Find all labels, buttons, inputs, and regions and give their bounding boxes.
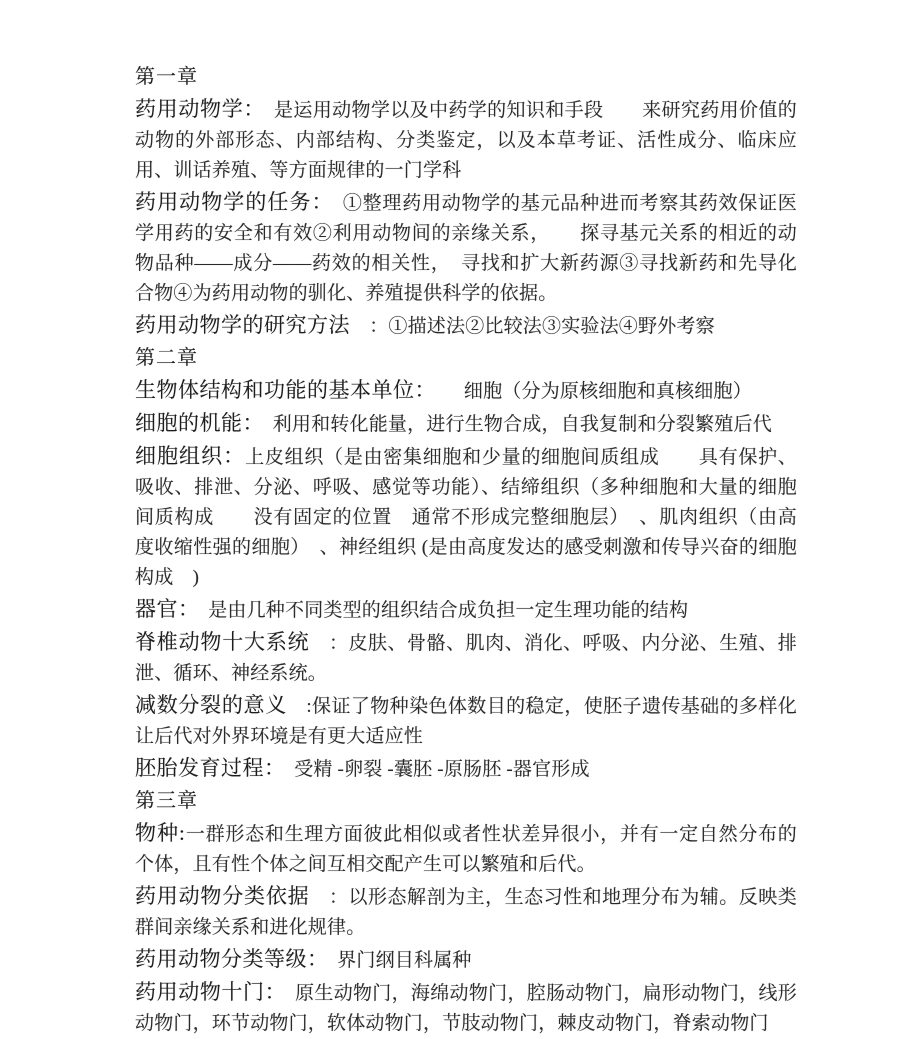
paragraph (135, 441, 797, 593)
term-label: 物种: (135, 821, 186, 845)
term-label: 药用动物分类等级： (135, 947, 318, 971)
paragraph (135, 594, 797, 626)
term-label: 第一章 (135, 66, 198, 88)
paragraph (135, 690, 797, 752)
term-label: 第二章 (135, 347, 198, 369)
term-label: 药用动物学的任务： (135, 190, 324, 214)
paragraph (135, 753, 797, 785)
term-label: 生物体结构和功能的基本单位： (135, 378, 426, 402)
paragraph (135, 408, 797, 440)
document-body (135, 62, 797, 1039)
paragraph (135, 977, 797, 1039)
term-definition: 界门纲目科属种 (318, 950, 472, 971)
paragraph (135, 375, 797, 407)
term-definition: 是运用动物学以及中药学的知识和手段 来研究药用价值的动物的外部形态、内部结构、分类鉴定，以及本草考证、活性成分、临床应用、训话养殖、等方面规律的一门学科 (135, 100, 797, 181)
term-label: 脊椎动物十大系统 (135, 630, 310, 654)
term-label: 药用动物学： (135, 97, 255, 121)
term-definition: 一群形态和生理方面彼此相似或者性状差异很小，并有一定自然分布的个体，且有性个体之间互相交配产生可以繁殖和后代。 (135, 824, 798, 875)
term-label: 胚胎发育过程： (135, 756, 275, 780)
term-definition: 原生动物门，海绵动物门，腔肠动物门，扁形动物门，线形动物门，环节动物门，软体动物门，节肢动物门，棘皮动物门，脊索动物门 (135, 983, 797, 1034)
term-definition: ：以形态解剖为主，生态习性和地理分布为辅。反映类群间亲缘关系和进化规律。 (135, 887, 797, 938)
chapter-heading (135, 343, 797, 374)
term-definition: 是由几种不同类型的组织结合成负担一定生理功能的结构 (189, 600, 689, 621)
term-definition: 利用和转化能量，进行生物合成，自我复制和分裂繁殖后代 (253, 414, 772, 435)
paragraph (135, 94, 797, 186)
term-definition: :保证了物种染色体数目的稳定，使胚子遗传基础的多样化让后代对外界环境是有更大适应性 (135, 696, 798, 747)
paragraph (135, 944, 797, 976)
paragraph (135, 818, 797, 880)
term-definition: ：皮肤、骨骼、肌肉、消化、呼吸、内分泌、生殖、排泄、循环、神经系统。 (135, 633, 797, 684)
term-label: 第三章 (135, 790, 198, 812)
paragraph (135, 310, 797, 342)
term-label: 减数分裂的意义 (135, 693, 287, 717)
term-label: 药用动物十门： (135, 980, 276, 1004)
term-label: 细胞组织： (135, 444, 246, 468)
chapter-heading (135, 62, 797, 93)
term-definition: ①整理药用动物学的基元品种进而考察其药效保证医学用药的安全和有效②利用动物间的亲缘关系， 探寻基元关系的相近的动物品种——成分——药效的相关性， 寻找和扩大新药源③寻找新药和先导化合物④为药用动物的驯化、养殖提供科学的依据。 (135, 193, 797, 304)
term-label: 器官： (135, 597, 189, 621)
paragraph (135, 187, 797, 309)
term-definition: 受精 -卵裂 -囊胚 -原肠胚 -器官形成 (275, 759, 590, 780)
paragraph (135, 881, 797, 943)
chapter-heading (135, 786, 797, 817)
term-definition: ：①描述法②比较法③实验法④野外考察 (350, 316, 715, 337)
term-definition: 上皮组织（是由密集细胞和少量的细胞间质组成 具有保护、吸收、排泄、分泌、呼吸、感觉等功能）、结缔组织（多种细胞和大量的细胞间质构成 没有固定的位置 通常不形成完整细胞层） 、肌肉组织（由高度收缩性强的细胞） 、神经组织 (是由高度发达的感受刺激和传导兴奋的细胞构成 ) (135, 447, 797, 588)
term-definition: 细胞（分为原核细胞和真核细胞） (425, 381, 752, 402)
paragraph (135, 627, 797, 689)
term-label: 药用动物分类依据 (135, 884, 310, 908)
term-label: 细胞的机能： (135, 411, 254, 435)
term-label: 药用动物学的研究方法 (135, 313, 350, 337)
